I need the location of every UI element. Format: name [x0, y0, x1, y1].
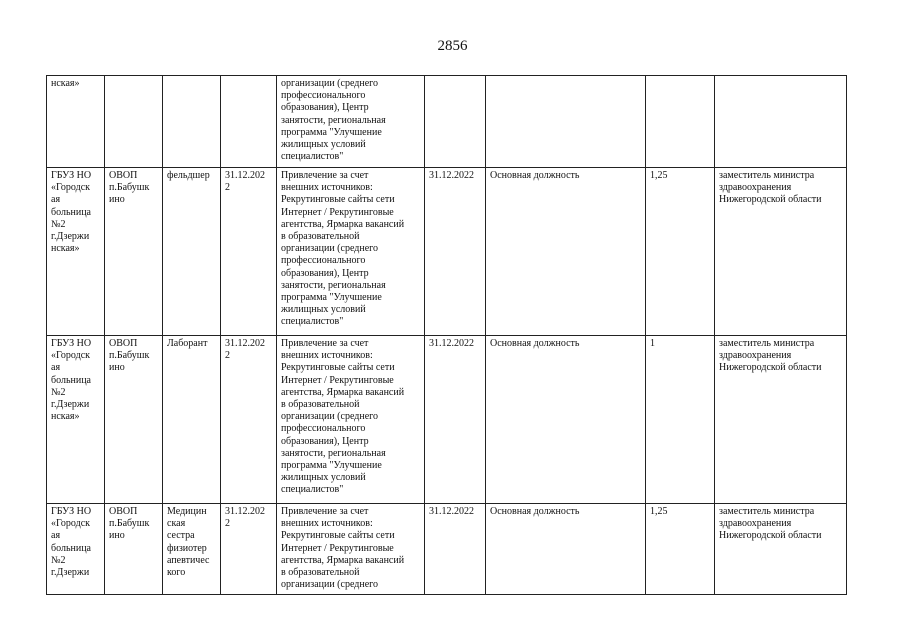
- table-row: [47, 168, 847, 336]
- cell-text-line: Интернет / Рекрутинговые: [281, 542, 394, 554]
- cell-text-line: нская»: [51, 411, 80, 423]
- cell-text-line: 1: [650, 338, 655, 349]
- cell-org: [47, 168, 105, 336]
- cell-responsible: [715, 76, 847, 168]
- cell-unit: [105, 504, 163, 595]
- cell-text-line: здравоохранения: [719, 518, 792, 530]
- cell-text-line: 31.12.202: [225, 506, 265, 517]
- cell-role: [486, 504, 646, 595]
- cell-text-line: 31.12.202: [225, 338, 265, 349]
- cell-date1: [221, 336, 277, 504]
- table-row: [47, 504, 847, 595]
- cell-rate: [646, 76, 715, 168]
- table-body: [47, 76, 847, 595]
- cell-text-line: жилищных условий: [281, 139, 366, 151]
- cell-unit: [105, 336, 163, 504]
- cell-text-line: №2: [51, 554, 66, 566]
- cell-text-line: г.Дзержи: [51, 567, 90, 579]
- cell-text-line: специалистов": [281, 316, 344, 328]
- cell-date1: [221, 76, 277, 168]
- cell-text-line: п.Бабушк: [109, 518, 150, 530]
- cell-date2: [425, 76, 486, 168]
- cell-date2: [425, 504, 486, 595]
- cell-text-line: внешних источников:: [281, 182, 373, 194]
- cell-text-line: г.Дзержи: [51, 231, 90, 243]
- cell-text-line: заместитель министра: [719, 506, 815, 517]
- cell-text-line: 31.12.2022: [429, 506, 474, 517]
- cell-text-line: Основная должность: [490, 170, 580, 181]
- cell-text-line: апевтичес: [167, 554, 210, 566]
- cell-unit: [105, 76, 163, 168]
- cell-text-line: здравоохранения: [719, 350, 792, 362]
- cell-text-line: ГБУЗ НО: [51, 170, 92, 181]
- cell-source: [277, 336, 425, 504]
- cell-text-line: 1,25: [650, 170, 668, 181]
- cell-org: [47, 336, 105, 504]
- cell-text-line: внешних источников:: [281, 350, 373, 362]
- cell-text-line: программа "Улучшение: [281, 126, 382, 138]
- cell-text-line: Основная должность: [490, 338, 580, 349]
- cell-responsible: [715, 336, 847, 504]
- cell-text-line: жилищных условий: [281, 472, 366, 484]
- cell-text-line: Привлечение за счет: [281, 170, 369, 181]
- cell-text-line: Рекрутинговые сайты сети: [281, 530, 395, 542]
- cell-text-line: в образовательной: [281, 567, 360, 579]
- cell-text-line: в образовательной: [281, 231, 360, 243]
- cell-text-line: Рекрутинговые сайты сети: [281, 194, 395, 206]
- cell-org: [47, 76, 105, 168]
- cell-responsible: [715, 168, 847, 336]
- cell-text-line: образования), Центр: [281, 435, 369, 447]
- cell-text-line: 2: [225, 182, 230, 194]
- cell-text-line: ГБУЗ НО: [51, 338, 92, 349]
- cell-text-line: нская»: [51, 243, 80, 255]
- cell-text-line: больница: [51, 542, 91, 554]
- cell-text-line: занятости, региональная: [281, 114, 386, 126]
- cell-text-line: кого: [167, 567, 186, 579]
- cell-date2: [425, 336, 486, 504]
- cell-text-line: внешних источников:: [281, 518, 373, 530]
- cell-rate: [646, 168, 715, 336]
- cell-text-line: жилищных условий: [281, 304, 366, 316]
- cell-text-line: ская: [167, 518, 186, 530]
- cell-text-line: организации (среднего: [281, 411, 378, 423]
- cell-text-line: 31.12.202: [225, 170, 265, 181]
- cell-text-line: агентства, Ярмарка вакансий: [281, 386, 405, 398]
- cell-date1: [221, 168, 277, 336]
- cell-text-line: программа "Улучшение: [281, 460, 382, 472]
- cell-text-line: №2: [51, 218, 66, 230]
- cell-text-line: Нижегородской области: [719, 362, 822, 374]
- cell-text-line: заместитель министра: [719, 338, 815, 349]
- cell-position: [163, 336, 221, 504]
- cell-text-line: фельдшер: [167, 170, 210, 181]
- cell-text-line: ОВОП: [109, 506, 138, 517]
- cell-text-line: занятости, региональная: [281, 447, 386, 459]
- cell-text-line: организации (среднего: [281, 78, 378, 89]
- cell-text-line: сестра: [167, 530, 195, 542]
- cell-role: [486, 336, 646, 504]
- cell-text-line: Нижегородской области: [719, 194, 822, 206]
- cell-text-line: ОВОП: [109, 338, 138, 349]
- cell-text-line: 1,25: [650, 506, 668, 517]
- cell-rate: [646, 504, 715, 595]
- cell-text-line: ино: [109, 194, 125, 206]
- cell-text-line: Интернет / Рекрутинговые: [281, 206, 394, 218]
- cell-text-line: занятости, региональная: [281, 279, 386, 291]
- cell-text-line: агентства, Ярмарка вакансий: [281, 554, 405, 566]
- cell-role: [486, 76, 646, 168]
- cell-org: [47, 504, 105, 595]
- cell-text-line: организации (среднего: [281, 579, 378, 591]
- cell-role: [486, 168, 646, 336]
- cell-position: [163, 504, 221, 595]
- cell-text-line: «Городск: [51, 350, 90, 362]
- page-number: 2856: [437, 38, 468, 54]
- cell-text-line: 31.12.2022: [429, 338, 474, 349]
- cell-text-line: Интернет / Рекрутинговые: [281, 374, 394, 386]
- cell-text-line: г.Дзержи: [51, 399, 90, 411]
- cell-text-line: здравоохранения: [719, 182, 792, 194]
- cell-source: [277, 76, 425, 168]
- cell-text-line: больница: [51, 206, 91, 218]
- cell-text-line: образования), Центр: [281, 102, 369, 114]
- cell-text-line: физиотер: [167, 542, 207, 554]
- cell-text-line: п.Бабушк: [109, 350, 150, 362]
- cell-text-line: специалистов": [281, 151, 344, 163]
- cell-rate: [646, 336, 715, 504]
- cell-text-line: Медицин: [167, 506, 207, 517]
- cell-text-line: «Городск: [51, 518, 90, 530]
- cell-text-line: образования), Центр: [281, 267, 369, 279]
- cell-text-line: нская»: [51, 78, 80, 89]
- cell-responsible: [715, 504, 847, 595]
- cell-text-line: ая: [51, 362, 61, 374]
- cell-unit: [105, 168, 163, 336]
- cell-text-line: «Городск: [51, 182, 90, 194]
- cell-position: [163, 76, 221, 168]
- cell-text-line: п.Бабушк: [109, 182, 150, 194]
- cell-text-line: профессионального: [281, 255, 366, 267]
- cell-text-line: в образовательной: [281, 399, 360, 411]
- cell-text-line: ГБУЗ НО: [51, 506, 92, 517]
- cell-text-line: профессионального: [281, 423, 366, 435]
- table-row: [47, 76, 847, 168]
- cell-text-line: программа "Улучшение: [281, 292, 382, 304]
- cell-source: [277, 168, 425, 336]
- table-row: [47, 336, 847, 504]
- cell-position: [163, 168, 221, 336]
- cell-text-line: профессионального: [281, 90, 366, 102]
- cell-text-line: Нижегородской области: [719, 530, 822, 542]
- cell-text-line: больница: [51, 374, 91, 386]
- cell-text-line: организации (среднего: [281, 243, 378, 255]
- cell-text-line: Привлечение за счет: [281, 506, 369, 517]
- cell-text-line: №2: [51, 386, 66, 398]
- cell-text-line: 2: [225, 350, 230, 362]
- cell-date1: [221, 504, 277, 595]
- cell-text-line: 31.12.2022: [429, 170, 474, 181]
- cell-text-line: ая: [51, 530, 61, 542]
- cell-text-line: заместитель министра: [719, 170, 815, 181]
- cell-source: [277, 504, 425, 595]
- cell-text-line: ино: [109, 362, 125, 374]
- cell-text-line: Рекрутинговые сайты сети: [281, 362, 395, 374]
- cell-text-line: ОВОП: [109, 170, 138, 181]
- cell-text-line: Основная должность: [490, 506, 580, 517]
- cell-date2: [425, 168, 486, 336]
- cell-text-line: ая: [51, 194, 61, 206]
- cell-text-line: агентства, Ярмарка вакансий: [281, 218, 405, 230]
- vacancy-table: [46, 75, 847, 595]
- cell-text-line: 2: [225, 518, 230, 530]
- cell-text-line: специалистов": [281, 484, 344, 496]
- cell-text-line: Привлечение за счет: [281, 338, 369, 349]
- cell-text-line: Лаборант: [167, 338, 208, 349]
- cell-text-line: ино: [109, 530, 125, 542]
